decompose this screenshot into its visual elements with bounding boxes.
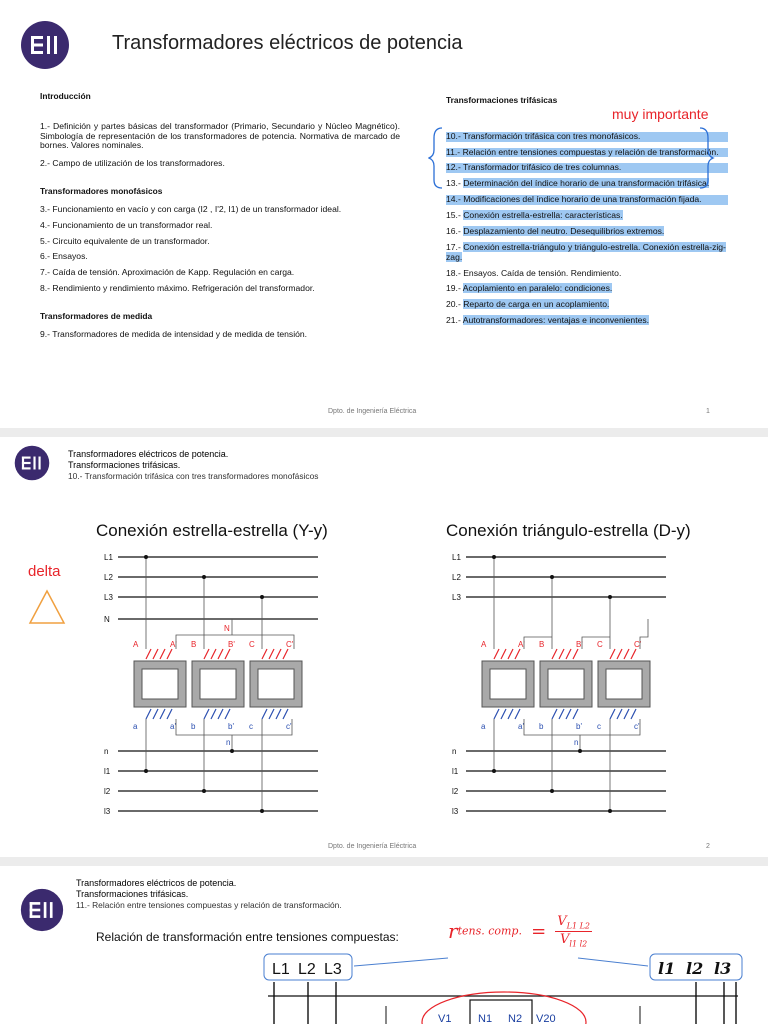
core-window [548,669,584,699]
slide-separator [0,857,768,866]
university-logo-icon [20,888,64,932]
bus-label: l2 [104,787,111,796]
bus-label: L3 [452,593,461,602]
terminal-label: b [191,722,196,731]
terminal-label: C' [634,640,642,649]
primary-winding-turn [515,649,520,659]
section-heading: Introducción [40,91,91,101]
secondary-winding-turn [153,709,158,719]
core-window [142,669,178,699]
contents-item: 4.- Funcionamiento de un transformador real. [40,219,213,230]
footer-department: Dpto. de Ingeniería Eléctrica [328,408,417,415]
item-number: 18.- [446,267,464,278]
secondary-winding-turn [617,709,622,719]
terminal-label: b' [576,722,582,731]
primary-winding-turn [218,649,223,659]
header-line-1: Transformadores eléctricos de potencia. [68,449,229,459]
diagram-label: V1 [438,1013,452,1024]
core-window [490,669,526,699]
trifasicas-item [446,284,728,294]
core-window [200,669,236,699]
contents-item: 5.- Circuito equivalente de un transformador. [40,235,210,246]
diagram-title-dy: Conexión triángulo-estrella (D-y) [446,521,691,540]
primary-winding-turn [167,649,172,659]
item-number: 19.- [446,283,463,294]
item-number: 10.- [446,130,464,141]
pointer-arrow [354,958,448,966]
item-text: Transformador trifásico de tres columnas. [463,162,622,173]
page-number: 2 [706,843,710,850]
primary-winding-turn [211,649,216,659]
secondary-winding-turn [262,709,267,719]
item-text: Relación entre tensiones compuestas y relación de transformación. [462,146,719,157]
junction-dot [608,809,612,813]
primary-winding-turn [153,649,158,659]
item-text: Reparto de carga en un acoplamiento. [463,299,610,310]
item-text: Ensayos. Caída de tensión. Rendimiento. [463,267,622,278]
terminal-label: A' [170,640,177,649]
junction-dot [550,575,554,579]
item-number: 15.- [446,210,464,221]
annotation-muy-importante: muy importante [612,106,709,122]
terminal-label: C' [286,640,294,649]
item-number: 17.- [446,241,464,252]
terminal-label: A [133,640,139,649]
primary-winding-turn [494,649,499,659]
core-window [606,669,642,699]
neutral-label: n [226,738,231,747]
formula-numerator: V [557,914,567,929]
diagram-label: V20 [536,1013,556,1024]
secondary-winding-turn [610,709,615,719]
contents-left-column [40,92,400,346]
bus-label: L2 [104,573,113,582]
terminal-label: c' [634,722,640,731]
neutral-label: n [574,738,579,747]
junction-dot [550,789,554,793]
trifasicas-item [446,269,728,279]
secondary-line-label: l1 [658,959,676,978]
terminal-label: c [249,722,253,731]
item-text: Autotransformadores: ventajas e inconvenientes. [462,315,650,326]
secondary-winding-turn [167,709,172,719]
delta-link [582,637,610,649]
terminal-label: B' [228,640,235,649]
junction-dot [230,749,234,753]
terminal-label: c [597,722,601,731]
secondary-winding-turn [508,709,513,719]
section-heading: Transformadores monofásicos [40,186,163,197]
header-line-2: Transformaciones trifásicas. [76,888,189,899]
primary-winding-turn [624,649,629,659]
secondary-winding-turn [283,709,288,719]
slide-separator [0,428,768,437]
contents-item: 1.- Definición y partes básicas del transformador (Primario, Secundario y Núcleo Magnético). Simbología de representación de los transformadores de potencia. Normativa de marcado de bornes. Valores nominales. [40,120,400,151]
contents-item: 7.- Caída de tensión. Aproximación de Kapp. Regulación en carga. [40,267,295,278]
transformer-diagram [258,952,748,1024]
primary-winding-turn [225,649,230,659]
header-line-3: 10.- Transformación trifásica con tres transformadores monofásicos [68,470,319,481]
item-number: 21.- [446,315,463,326]
secondary-winding-turn [552,709,557,719]
secondary-winding-turn [225,709,230,719]
diagram-label: N1 [478,1013,493,1024]
item-number: 14.- [446,194,464,205]
ratio-formula: rtens. comp. = $\frac{V_{L1 L2}}{V_{l1 l2}}$ [448,914,590,949]
bus-label: n [104,747,109,756]
junction-dot [202,789,206,793]
diagram-label: N2 [508,1013,523,1024]
bracket-annotation [428,124,728,194]
item-text: Modificaciones del índice horario de una transformación fijada. [463,194,702,205]
formula-lhs-sub: tens. comp. [457,924,522,938]
section-heading: Transformadores de medida [40,311,153,322]
terminal-label: A [481,640,487,649]
contents-item: 9.- Transformadores de medida de intensidad y de medida de tensión. [40,328,308,339]
trifasicas-item [446,195,728,205]
primary-line-label: L1 [272,961,290,978]
delta-triangle-icon [26,587,68,629]
secondary-winding-turn [566,709,571,719]
wiring-diagram-yy [104,549,334,827]
terminal-label: a [481,722,486,731]
secondary-winding-turn [631,709,636,719]
terminal-label: b' [228,722,234,731]
primary-winding-turn [204,649,209,659]
bus-label: L1 [104,553,113,562]
primary-winding-turn [631,649,636,659]
secondary-winding-turn [501,709,506,719]
terminal-label: a' [518,722,524,731]
formula-denominator-sub: l1 l2 [569,939,588,949]
primary-winding-turn [508,649,513,659]
trifasicas-item [446,227,728,237]
slide-header [76,878,342,910]
secondary-winding-turn [211,709,216,719]
contents-item: 8.- Rendimiento y rendimiento máximo. Refrigeración del transformador. [40,283,315,294]
primary-winding-turn [283,649,288,659]
primary-winding-turn [160,649,165,659]
section-heading-trifasicas: Transformaciones trifásicas [446,95,558,105]
primary-winding-turn [276,649,281,659]
bus-label: L3 [104,593,113,602]
slide-title: Transformadores eléctricos de potencia [112,32,463,54]
item-number: 12.- [446,162,464,173]
primary-winding-turn [262,649,267,659]
junction-dot [578,749,582,753]
secondary-winding-turn [573,709,578,719]
slide-1 [0,0,768,428]
junction-dot [202,575,206,579]
relation-label: Relación de transformación entre tensiones compuestas: [96,930,399,944]
page-number: 1 [706,408,710,415]
trifasicas-item [446,211,728,221]
diagram-title-yy: Conexión estrella-estrella (Y-y) [96,521,328,540]
primary-line-label: L2 [298,961,316,978]
delta-link [524,637,552,649]
item-number: 20.- [446,299,464,310]
secondary-winding-turn [146,709,151,719]
item-text: Determinación del índice horario de una transformación trifásica. [463,178,710,189]
contents-item: 6.- Ensayos. [40,251,88,262]
secondary-winding-turn [269,709,274,719]
item-text: Transformación trifásica con tres monofásicos. [463,130,641,141]
wiring-diagram-dy [452,549,682,827]
bus-label: N [104,615,110,624]
bus-label: l3 [452,807,459,816]
junction-dot [492,769,496,773]
bus-label: l1 [104,767,111,776]
university-logo-icon [14,445,50,481]
terminal-label: a [133,722,138,731]
bus-label: l3 [104,807,111,816]
terminal-label: c' [286,722,292,731]
item-text: Desplazamiento del neutro. Desequilibrios extremos. [463,225,665,236]
junction-dot [144,555,148,559]
terminal-label: C [597,640,603,649]
university-logo-icon [20,20,70,70]
contents-item: 2.- Campo de utilización de los transformadores. [40,158,225,169]
neutral-label: N [224,624,230,633]
secondary-winding-turn [559,709,564,719]
formula-lhs: r [448,919,458,944]
bus-label: L2 [452,573,461,582]
trifasicas-item [446,316,728,326]
junction-dot [144,769,148,773]
primary-winding-turn [566,649,571,659]
secondary-line-label: l2 [686,959,704,978]
terminal-label: B' [576,640,583,649]
terminal-label: B [191,640,197,649]
primary-winding-turn [552,649,557,659]
item-number: 11.- [446,146,463,157]
primary-winding-turn [617,649,622,659]
primary-winding-turn [269,649,274,659]
primary-winding-turn [501,649,506,659]
secondary-winding-turn [204,709,209,719]
terminal-label: C [249,640,255,649]
terminal-label: A' [518,640,525,649]
terminal-label: a' [170,722,176,731]
secondary-winding-turn [218,709,223,719]
bus-label: l2 [452,787,459,796]
contents-item: 3.- Funcionamiento en vacío y con carga (I2 , I'2, I1) de un transformador ideal. [40,203,342,214]
item-text: Conexión estrella-estrella: características. [463,210,623,221]
pointer-arrow [578,958,648,966]
secondary-winding-turn [494,709,499,719]
trifasicas-item [446,300,728,310]
footer-department: Dpto. de Ingeniería Eléctrica [328,843,417,850]
bus-label: l1 [452,767,459,776]
item-number: 13.- [446,178,464,189]
terminal-label: b [539,722,544,731]
annotation-delta: delta [28,563,61,580]
primary-winding-turn [573,649,578,659]
bus-label: n [452,747,457,756]
core-window [258,669,294,699]
formula-denominator: V [560,931,570,947]
header-line-2: Transformaciones trifásicas. [68,459,181,470]
terminal-label: B [539,640,545,649]
secondary-winding-turn [160,709,165,719]
header-line-3: 11.- Relación entre tensiones compuestas y relación de transformación. [76,899,342,910]
slide-header [68,449,318,481]
slide-2 [0,437,768,857]
formula-numerator-sub: L1 L2 [566,921,590,931]
secondary-winding-turn [624,709,629,719]
junction-dot [260,595,264,599]
secondary-winding-turn [276,709,281,719]
primary-line-label: L3 [324,961,342,978]
item-text: Acoplamiento en paralelo: condiciones. [462,283,613,294]
primary-winding-turn [146,649,151,659]
item-number: 16.- [446,225,464,236]
trifasicas-item [446,243,728,263]
bus-label: L1 [452,553,461,562]
junction-dot [492,555,496,559]
primary-winding-turn [559,649,564,659]
primary-winding-turn [610,649,615,659]
junction-dot [608,595,612,599]
slide-3 [0,866,768,1024]
secondary-winding-turn [515,709,520,719]
item-text: Conexión estrella-triángulo y triángulo-estrella. Conexión estrella-zig-zag. [446,241,726,262]
header-line-1: Transformadores eléctricos de potencia. [76,878,237,888]
junction-dot [260,809,264,813]
secondary-line-label: l3 [714,959,732,978]
